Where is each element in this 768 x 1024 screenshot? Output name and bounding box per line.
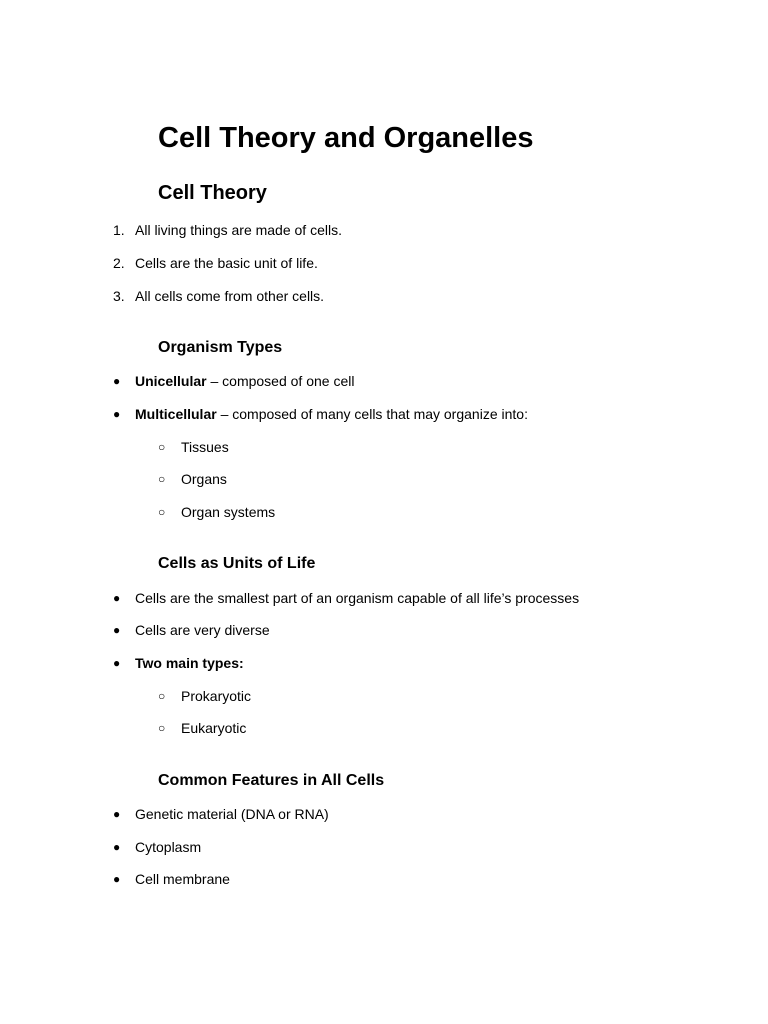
sub-list-item: Organ systems <box>181 504 276 520</box>
list-item: Cells are very diverse <box>135 622 270 638</box>
page-title: Cell Theory and Organelles <box>158 122 534 154</box>
bullet-icon: ● <box>113 407 121 421</box>
bullet-icon: ● <box>113 374 121 388</box>
list-item <box>135 406 528 422</box>
sub-bullet-icon: ○ <box>158 472 166 486</box>
term-unicellular: Unicellular <box>135 373 207 389</box>
main-types-label: Two main types: <box>135 655 244 671</box>
list-item: All cells come from other cells. <box>135 288 325 304</box>
list-item: All living things are made of cells. <box>135 222 342 238</box>
bullet-icon: ● <box>113 840 121 854</box>
sub-bullet-icon: ○ <box>158 721 166 735</box>
sub-bullet-icon: ○ <box>158 440 166 454</box>
sub-bullet-icon: ○ <box>158 689 166 703</box>
list-number: 2. <box>113 255 125 271</box>
term-description: – composed of one cell <box>206 373 355 389</box>
list-item: Genetic material (DNA or RNA) <box>135 806 329 822</box>
term-description: – composed of many cells that may organize into: <box>216 406 528 422</box>
list-number: 3. <box>113 288 125 304</box>
list-item: Cytoplasm <box>135 839 202 855</box>
list-item: Cell membrane <box>135 871 230 887</box>
organism-types-heading: Organism Types <box>158 339 283 356</box>
list-item: Cells are the basic unit of life. <box>135 255 318 271</box>
cell-theory-heading: Cell Theory <box>158 182 267 204</box>
list-item: Cells are the smallest part of an organism capable of all life’s processes <box>135 590 580 606</box>
sub-list-item: Organs <box>181 471 227 487</box>
bullet-icon: ● <box>113 656 121 670</box>
bullet-icon: ● <box>113 807 121 821</box>
sub-list-item: Tissues <box>181 439 229 455</box>
sub-list-item: Prokaryotic <box>181 688 252 704</box>
list-item <box>135 655 244 671</box>
common-features-heading: Common Features in All Cells <box>158 772 385 789</box>
list-number: 1. <box>113 222 125 238</box>
sub-bullet-icon: ○ <box>158 505 166 519</box>
bullet-icon: ● <box>113 623 121 637</box>
cells-units-heading: Cells as Units of Life <box>158 555 316 572</box>
term-multicellular: Multicellular <box>135 406 217 422</box>
sub-list-item: Eukaryotic <box>181 720 247 736</box>
bullet-icon: ● <box>113 872 121 886</box>
bullet-icon: ● <box>113 591 121 605</box>
list-item <box>135 373 354 389</box>
